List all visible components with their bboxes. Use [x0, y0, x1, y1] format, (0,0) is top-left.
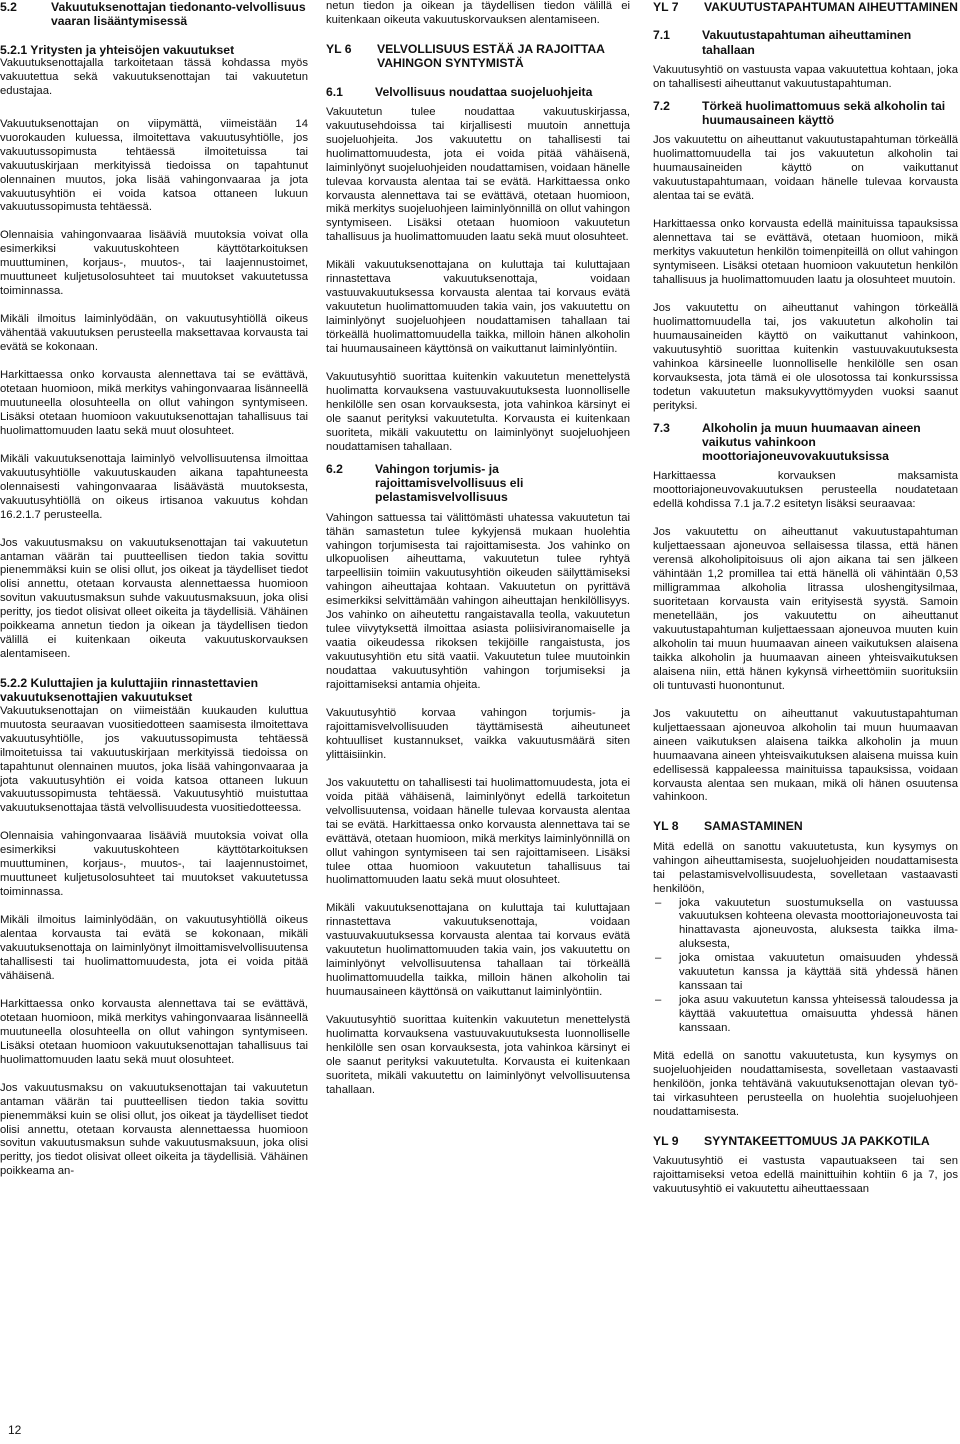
paragraph: Vakuutuksenottajalla tarkoitetaan tässä kohdassa myös vakuutettua sekä vakuutuksenottajan tai vakuutetun edustajaa.: [0, 56, 308, 97]
section-number: 7.2: [653, 98, 670, 113]
column-middle: [326, 0, 630, 1098]
chapter-number: YL 8: [653, 819, 679, 834]
paragraph: Jos vakuutettu on aiheuttanut vakuutustapahtuman kuljettaessaan ajoneuvoa sellaisessa tilassa, että hänen verensä alkoholipitoisuus oli ajon aikana tai sen jälkeen vähintään 1,2 promillea tai että hänellä oli vähintään 0,53 milligrammaa alkoholia litrassa uloshengitysilmaa, suoritetaan korvausta vain erityisestä syystä. Samoin menetellään, jos vakuutettu on aiheuttanut vakuutustapahtuman kuljettaessaan ajoneuvoa muuten kuin alkoholin tai muun huumaavan aineen vaikutuksen alaisena taikka alkoholin ja huumaavan aineen yhteisvaikutuksen alaisena niin, että hänen kykynsä virheettömiin suorituksiin oli tuntuvasti huonontunut.: [653, 526, 958, 692]
paragraph: Vakuutuksenottajan on viipymättä, viimeistään 14 vuorokauden kuluessa, ilmoitettava vakuutusyhtiölle, jos vakuutussopimusta tehtäessä ilmoitetuissa tai vakuutuskirjaan merkityissä tiedoissa on tapahtunut olennainen muutos, joka lisää vahingonvaaraa ja jota vakuutusyhtiön ei voida katsoa ottaneen lukuun vakuutussopimusta tehtäessä.: [0, 117, 308, 214]
paragraph: Mikäli vakuutuksenottaja laiminlyö velvollisuutensa ilmoittaa vakuutusyhtiölle vakuutuskauden aikana tapahtuneesta olennaisesti vahingonvaaraa lisäävästä muutoksesta, vakuutusyhtiöllä on oikeus irtisanoa vakuutus kohdan 16.2.1.7 perusteella.: [0, 452, 308, 521]
paragraph: Harkittaessa korvauksen maksamista moottoriajoneuvovakuutuksen perusteella noudatetaan edellä kohdissa 7.1 ja.7.2 esitetyn lisäksi seuraavaa:: [653, 470, 958, 511]
paragraph: Vakuutusyhtiö suorittaa kuitenkin vakuutetun menettelystä huolimatta korvauksena vastuuvakuutuksesta luonnolliselle henkilölle sen osan korvauksesta, jota vahinkoa kärsinyt ei ole saanut perityksi vakuutetulta. Korvausta ei kuitenkaan suoriteta, mikäli vakuutettu on laiminlyönyt suojeluohjeen noudattamisen tahallaan.: [326, 371, 630, 453]
list-item-text: joka asuu vakuutetun kanssa yhteisessä taloudessa ja käyttää vakuutettua omaisuutta yhdessä hänen kanssaan.: [679, 994, 958, 1035]
section-heading-6-2: [326, 462, 630, 505]
chapter-title: VAKUUTUSTAPAHTUMAN AIHEUTTAMINEN: [704, 0, 958, 14]
page-number: 12: [8, 1423, 22, 1437]
dash-icon: –: [655, 896, 662, 909]
section-number: 6.1: [326, 84, 343, 99]
column-right: [653, 0, 958, 1197]
section-title: Vakuutuksenottajan tiedonanto-velvollisuus vaaran lisääntymisessä: [51, 0, 306, 29]
paragraph: Harkittaessa onko korvausta alennettava tai se evättävä, otetaan huomioon, mikä merkitys vahingonvaaraa lisänneellä muutuneella olosuhteella on ollut vahingon syntymiseen. Lisäksi otetaan huomioon vakuutuksenottajan tahallisuus tai huolimattomuuden laatu sekä muut olosuhteet.: [0, 997, 308, 1066]
dash-icon: –: [655, 994, 662, 1007]
paragraph: Jos vakuutettu on aiheuttanut vakuutustapahtuman kuljettaessaan ajoneuvoa alkoholin tai muun huumaavan aineen vaikutuksen alaisena taikka alkoholin ja muun huumaavana aineen yhteisvaikutuksen alaisena muissa kuin edellisessä kappaleessa mainituissa tapauksissa, voidaan korvausta alentaa sen mukaan, mikä oli hänen osuutensa vahinkoon.: [653, 707, 958, 804]
paragraph: Jos vakuutusmaksu on vakuutuksenottajan tai vakuutetun antaman väärän tai puutteellisen tiedon takia sovittu pienemmäksi kuin se olisi ollut, jos oikeat ja täydelliset tiedot olisi annettu, otetaan korvausta alennettaessa huomioon sovitun vakuutusmaksun suhde vakuutusmaksuun, joka olisi peritty, jos tiedot olisivat olleet oikeita ja täydellisiä. Vähäinen poikkeama annetun tiedon ja oikean ja täydellisen tiedon välillä ei kuitenkaan oikeuta vakuutuskorvauksen alentamiseen.: [0, 536, 308, 661]
section-heading-6-1: [326, 85, 630, 99]
paragraph: Harkittaessa onko korvausta edellä mainituissa tapauksissa alennettava tai se evättävä, otetaan huomioon, mikä merkitys vakuutetun henkilön toimenpiteillä on ollut vahingon syntymiseen. Lisäksi otetaan huomioon vakuutetun henkilön tahallisuus ja huolimattomuuden laatu ja olosuhteet muutoin.: [653, 218, 958, 286]
section-title: Velvollisuus noudattaa suojeluohjeita: [375, 84, 593, 99]
section-heading-7-2: [653, 99, 958, 128]
list-item: [653, 897, 958, 953]
paragraph: Vahingon sattuessa tai välittömästi uhatessa vakuutetun tai tähän samastetun tulee kykyjensä mukaan huolehtia vahingon torjumisesta tai rajoittamisesta. Jos vahinko on ulkopuolisen aiheuttama, vakuutetun tulee ryhtyä tarpeellisiin toimiin vakuutusyhtiön oikeuden säilyttämiseksi vahingon aiheuttajaa kohtaan. Vakuutetun on pyrittävä esimerkiksi selvittämään vahingon aiheuttajan henkilöllisyys. Jos vahinko on aiheutettu rangaistavalla teolla, vakuutetun tulee viivytyksettä ilmoittaa asiasta poliisiviranomaiselle ja vaatia oikeudessa rikoksen tekijöille rangaistusta, jos vakuutusyhtiön etu sitä vaatii. Vakuutetun tulee muutoinkin noudattaa vakuutusyhtiön vahingon torjumiseksi ja rajoittamiseksi antamia ohjeita.: [326, 511, 630, 692]
list-item-text: joka vakuutetun suostumuksella on vastuussa vakuutuksen kohteena olevasta moottoriajoneuvosta tai hinattavasta ajoneuvosta, aluksesta taikka ilma-aluksesta,: [679, 896, 958, 951]
paragraph: Vakuutetun tulee noudattaa vakuutuskirjassa, vakuutusehdoissa tai kirjallisesti muutoin annettuja suojeluohjeita. Jos vakuutettu on tahallisesti tai huolimattomuudesta, jota ei voida pitää vähäisenä, laiminlyönyt suojeluohjeiden noudattamisen, voidaan hänelle tulevaa korvausta alentaa tai se evätä. Harkittaessa onko korvausta alennettava tai se evättävä, otetaan huomioon, mikä merkitys suojeluohjeen laiminlyönnillä on ollut vahingon syntymiseen. Lisäksi otetaan huomioon vakuutetun tahallisuus ja huolimattomuuden laatu sekä muut olosuhteet.: [326, 105, 630, 244]
chapter-number: YL 7: [653, 0, 679, 14]
paragraph: Olennaisia vahingonvaaraa lisääviä muutoksia voivat olla esimerkiksi vakuutuskohteen käyttötarkoituksen muuttuminen, korjaus-, muutos-, tai laajennustoimet, muuttuneet kuljetusolosuhteet tai muutokset vakuutetussa toiminnassa.: [0, 229, 308, 298]
section-number: 6.2: [326, 461, 343, 476]
chapter-number: YL 9: [653, 1133, 679, 1148]
paragraph: Jos vakuutettu on tahallisesti tai huolimattomuudesta, jota ei voida pitää vähäisenä, laiminlyönyt edellä tarkoitetun velvollisuutensa, voidaan hänelle tulevaa korvausta alentaa tai se evätä. Harkittaessa onko korvausta alennettava tai se evättävä, otetaan huomioon, mikä merkitys laiminlyönnillä on ollut vahingon syntymiseen tai sen rajoittamiseen. Lisäksi tulee ottaa huomioon vakuutetun tahallisuus tai huolimattomuuden laatu sekä muut olosuhteet.: [326, 776, 630, 887]
section-heading-7-3: [653, 421, 958, 464]
list-item-text: joka omistaa vakuutetun omaisuuden yhdessä vakuutetun kanssa ja käyttää sitä yhdessä hänen kanssaan tai: [679, 952, 958, 993]
chapter-title: VELVOLLISUUS ESTÄÄ JA RAJOITTAA VAHINGON SYNTYMISTÄ: [377, 41, 605, 71]
list-item: [653, 952, 958, 994]
chapter-heading-yl7: [653, 0, 958, 14]
list-item: [653, 994, 958, 1036]
paragraph: Vakuutuksenottajan on viimeistään kuukauden kuluttua muutosta seuraavan vuositiedotteen saamisesta ilmoitettava vakuutusyhtiölle, jos vakuutussopimusta tehtäessä ilmoitetuissa tai vakuutuskirjaan merkityissä tiedoissa on tapahtunut olennainen muutos, joka lisää vahingonvaaraa ja jota vakuutusyhtiön ei voida katsoa ottaneen lukuun vakuutussopimusta tehtäessä. Vakuutusyhtiö muistuttaa vakuutuksenottajaa tästä velvollisuudesta vuositiedotteessa.: [0, 704, 308, 815]
column-left: [0, 0, 308, 1179]
chapter-title: SAMASTAMINEN: [704, 819, 803, 834]
paragraph: netun tiedon ja oikean ja täydellisen tiedon välillä ei kuitenkaan oikeuta vakuutuskorvauksen alentamiseen.: [326, 0, 630, 26]
paragraph: Olennaisia vahingonvaaraa lisääviä muutoksia voivat olla esimerkiksi vakuutuskohteen käyttötarkoituksen muuttuminen, korjaus-, muutos-, tai laajennustoimet, muuttuneet kuljetusolosuhteet tai muutokset vakuutetussa toiminnassa.: [0, 830, 308, 899]
dash-list: [653, 897, 958, 1037]
section-number: 7.3: [653, 420, 670, 435]
chapter-heading-yl6: [326, 42, 630, 71]
paragraph: Mikäli ilmoitus laiminlyödään, on vakuutusyhtiöllä oikeus alentaa korvausta tai evätä se kokonaan, mikäli vakuutuksenottaja on laiminlyönyt ilmoittamisvelvollisuutensa tahallisesti tai huolimattomuudesta, jota ei voida pitää vähäisenä.: [0, 914, 308, 982]
paragraph: Vakuutusyhtiö suorittaa kuitenkin vakuutetun menettelystä huolimatta korvauksena vastuuvakuutuksesta luonnolliselle henkilölle sen osan korvauksesta, jota vahinkoa kärsinyt ei ole saanut perityksi vakuutetulta. Korvausta ei kuitenkaan suoriteta, mikäli vakuutettu on laiminlyönyt velvollisuutensa tahallaan.: [326, 1014, 630, 1096]
paragraph: Vakuutusyhtiö korvaa vahingon torjumis- ja rajoittamisvelvollisuuden täyttämisestä aiheutuneet kohtuulliset kustannukset, vaikka vakuutusmäärä siten ylittäisiinkin.: [326, 707, 630, 761]
chapter-number: YL 6: [326, 41, 352, 56]
section-title: Alkoholin ja muun huumaavan aineen vaikutus vahinkoon moottoriajoneuvovakuutuksissa: [702, 420, 921, 464]
section-number: 7.1: [653, 28, 670, 43]
paragraph: Vakuutusyhtiö on vastuusta vapaa vakuutettua kohtaan, joka on tahallisesti aiheuttanut vakuutustapahtuman.: [653, 63, 958, 90]
paragraph: Jos vakuutettu on aiheuttanut vahingon törkeällä huolimattomuudella tai, jos vakuutetun alkoholin tai huumausaineiden käyttö on vaikuttanut vahinkoon, vakuutusyhtiö suorittaa kuitenkin vastuuvakuutuksesta vahinkoa kärsineelle luonnolliselle henkilölle sen osan korvauksesta, jota tämä ei ole ulosotossa tai konkurssissa todetun vakuutetun maksukyvyttömyyden vuoksi saanut perityksi.: [653, 301, 958, 412]
paragraph: Mikäli vakuutuksenottajana on kuluttaja tai kuluttajaan rinnastettava vakuutuksenottaja, voidaan vastuuvakuutuksessa korvausta alentaa tai korvaus evätä vakuutetun huolimattomuuden takia vain, jos vakuutettu on laiminlyönyt velvollisuutensa tahallaan tai törkeällä huolimattomuudella taikka, milloin hänen alkoholin tai huumausaineen käyttönsä on vaikuttanut laiminlyöntiin.: [326, 902, 630, 999]
paragraph: Mitä edellä on sanottu vakuutetusta, kun kysymys on vahingon aiheuttamisesta, suojeluohjeiden noudattamisesta tai pelastamisvelvollisuudesta, sovelletaan vastaavasti henkilöön,: [653, 840, 958, 895]
subsection-heading-5-2-1: 5.2.1 Yritysten ja yhteisöjen vakuutukset: [0, 42, 235, 57]
section-number: 5.2: [0, 0, 17, 14]
chapter-heading-yl9: [653, 1134, 958, 1148]
section-title: Vakuutustapahtuman aiheuttaminen tahallaan: [702, 28, 912, 57]
chapter-heading-yl8: [653, 819, 958, 833]
paragraph: Vakuutusyhtiö ei vastusta vapautuakseen tai sen rajoittamiseksi vetoa edellä mainittuihin kohtiin 6 ja 7, jos vakuutusyhtiö ei vakuutettu aiheuttaessaan: [653, 1155, 958, 1196]
section-title: Törkeä huolimattomuus sekä alkoholin tai huumausaineen käyttö: [702, 98, 946, 128]
paragraph: Jos vakuutettu on aiheuttanut vakuutustapahtuman törkeällä huolimattomuudella tai jos vakuutetun alkoholin tai huumausaineiden käyttö on vaikuttanut vakuutustapahtumaan, voidaan hänelle tulevaa korvausta alentaa tai se evätä.: [653, 134, 958, 203]
dash-icon: –: [655, 952, 662, 965]
section-heading-5-2: [0, 0, 308, 29]
section-heading-7-1: [653, 28, 958, 57]
paragraph: Mikäli ilmoitus laiminlyödään, on vakuutusyhtiöllä oikeus vähentää vakuutuksen perusteella maksettavaa korvausta tai evätä se kokonaan.: [0, 313, 308, 354]
section-title: Vahingon torjumis- ja rajoittamisvelvollisuus eli pelastamisvelvollisuus: [375, 461, 524, 505]
paragraph: Jos vakuutusmaksu on vakuutuksenottajan tai vakuutetun antaman väärän tai puutteellisen tiedon takia sovittu pienemmäksi kuin se olisi ollut, jos oikeat ja täydelliset tiedot olisi annettu, otetaan korvausta alennettaessa huomioon sovitun vakuutusmaksun suhde vakuutusmaksuun, joka olisi peritty, jos tiedot olisivat olleet oikeita ja täydellisiä. Vähäinen poikkeama an-: [0, 1081, 308, 1178]
chapter-title: SYYNTAKEETTOMUUS JA PAKKOTILA: [704, 1133, 930, 1148]
paragraph: Mitä edellä on sanottu vakuutetusta, kun kysymys on suojeluohjeiden noudattamisesta, sovelletaan vastaavasti henkilöön, jonka tehtävänä vakuutuksenottajan olevan työ- tai virkasuhteen perusteella on huolehtia suojeluohjeen noudattamisesta.: [653, 1050, 958, 1118]
paragraph: Mikäli vakuutuksenottajana on kuluttaja tai kuluttajaan rinnastettava vakuutuksenottaja, voidaan vastuuvakuutuksessa korvausta alentaa tai korvaus evätä vakuutetun huolimattomuuden takia vain, jos vakuutettu on laiminlyönyt suojeluohjeen noudattamisen tahallaan tai törkeällä huolimattomuudella taikka, milloin hänen alkoholin tai huumausaineen käyttönsä on vaikuttanut laiminlyöntiin.: [326, 259, 630, 356]
subsection-heading-5-2-2: 5.2.2 Kuluttajien ja kuluttajiin rinnastettavien vakuutuksenottajien vakuutukset: [0, 676, 259, 705]
paragraph: Harkittaessa onko korvausta alennettava tai se evättävä, otetaan huomioon, mikä merkitys vahingonvaaraa lisänneellä muutuneella olosuhteella on ollut vahingon syntymiseen. Lisäksi otetaan huomioon vakuutuksenottajan tahallisuus tai huolimattomuuden laatu sekä muut olosuhteet.: [0, 369, 308, 437]
